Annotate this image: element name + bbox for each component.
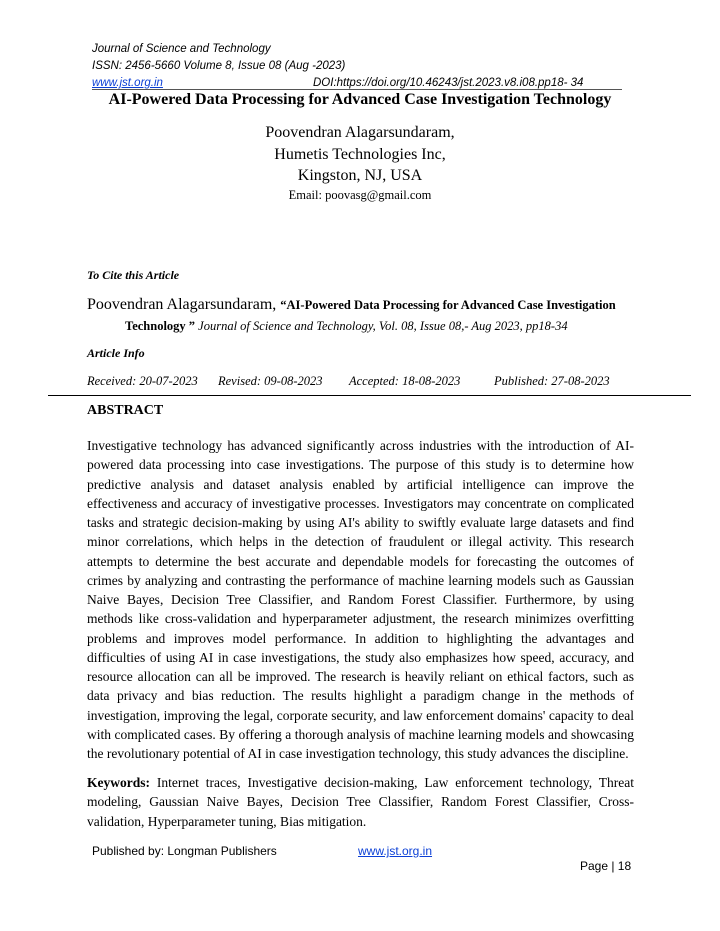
keywords-label: Keywords: [87,775,150,790]
citation-title-part1: “AI-Powered Data Processing for Advanced Case Investigation [280,298,616,312]
abstract-heading: ABSTRACT [87,403,164,418]
page-number: Page | 18 [580,859,632,873]
doi-text: DOI:https://doi.org/10.46243/jst.2023.v8.i08.pp18- 34 [313,77,584,89]
citation-author: Poovendran Alagarsundaram, [87,296,277,313]
citation-line-2 [125,319,568,334]
article-info-heading: Article Info [87,346,145,360]
footer-website-link[interactable]: www.jst.org.in [358,844,433,858]
abstract-text: Investigative technology has advanced significantly across industries with the introduction of AI-powered data processing into case investigations. The purpose of this study is to determine how predictive analysis and dataset analysis enabled by artificial intelligence can improve the effectiveness and accuracy of investigative processes. Investigators may concentrate on complicated tasks and strategic decision-making by using AI's ability to swiftly evaluate large datasets and find minor correlations, which helps in the detection of fraudulent or illegal activity. This research attempts to determine the best accurate and dependable models for forecasting the outcomes of crimes by analyzing and contrasting the performance of machine learning models such as Gaussian Naive Bayes, Decision Tree Classifier, and Random Forest Classifier. Furthermore, by using methods like cross-validation and hyperparameter adjustment, the research minimizes overfitting problems and improves model performance. In addition to highlighting the advantages and difficulties of using AI in case investigations, the study also emphasizes how speed, accuracy, and resource allocation can all be improved. The research is heavily reliant on ethical factors, such as data privacy and bias reduction. The results highlight a paradigm change in the methods of investigation, improving the legal, corporate security, and law enforcement domains' capacity to deal with complicated cases. By offering a thorough analysis of machine learning models and showcasing the revolutionary potential of AI in case investigation technology, this study advances the discipline. [87,438,634,761]
keywords-paragraph [87,773,634,831]
footer-publisher: Published by: Longman Publishers [92,844,277,858]
revised-date: Revised: 09-08-2023 [218,374,323,388]
author-location: Kingston, NJ, USA [297,167,423,184]
received-date: Received: 20-07-2023 [87,374,198,388]
keywords-text: Internet traces, Investigative decision-making, Law enforcement technology, Threat modeling, Gaussian Naive Bayes, Decision Tree Classifier, Random Forest Classifier, Cross-validation, Hyperparameter tuning, Bias mitigation. [87,775,634,829]
author-email: Email: poovasg@gmail.com [288,188,432,202]
header-rule [92,89,622,90]
journal-name: Journal of Science and Technology [92,43,271,55]
paper-title: AI-Powered Data Processing for Advanced Case Investigation Technology [108,91,612,108]
section-divider [48,395,691,396]
citation-source: Journal of Science and Technology, Vol. 08, Issue 08,- Aug 2023, pp18-34 [195,319,568,333]
author-affiliation: Humetis Technologies Inc, [274,146,446,163]
cite-heading: To Cite this Article [87,268,180,282]
accepted-date: Accepted: 18-08-2023 [349,374,461,388]
citation-title-part2: Technology ” [125,319,196,333]
journal-website-link[interactable]: www.jst.org.in [92,77,163,89]
author-name: Poovendran Alagarsundaram, [265,124,455,141]
issn-line: ISSN: 2456-5660 Volume 8, Issue 08 (Aug -2023) [92,60,346,72]
citation-line-1 [87,296,616,314]
published-date: Published: 27-08-2023 [494,374,610,388]
